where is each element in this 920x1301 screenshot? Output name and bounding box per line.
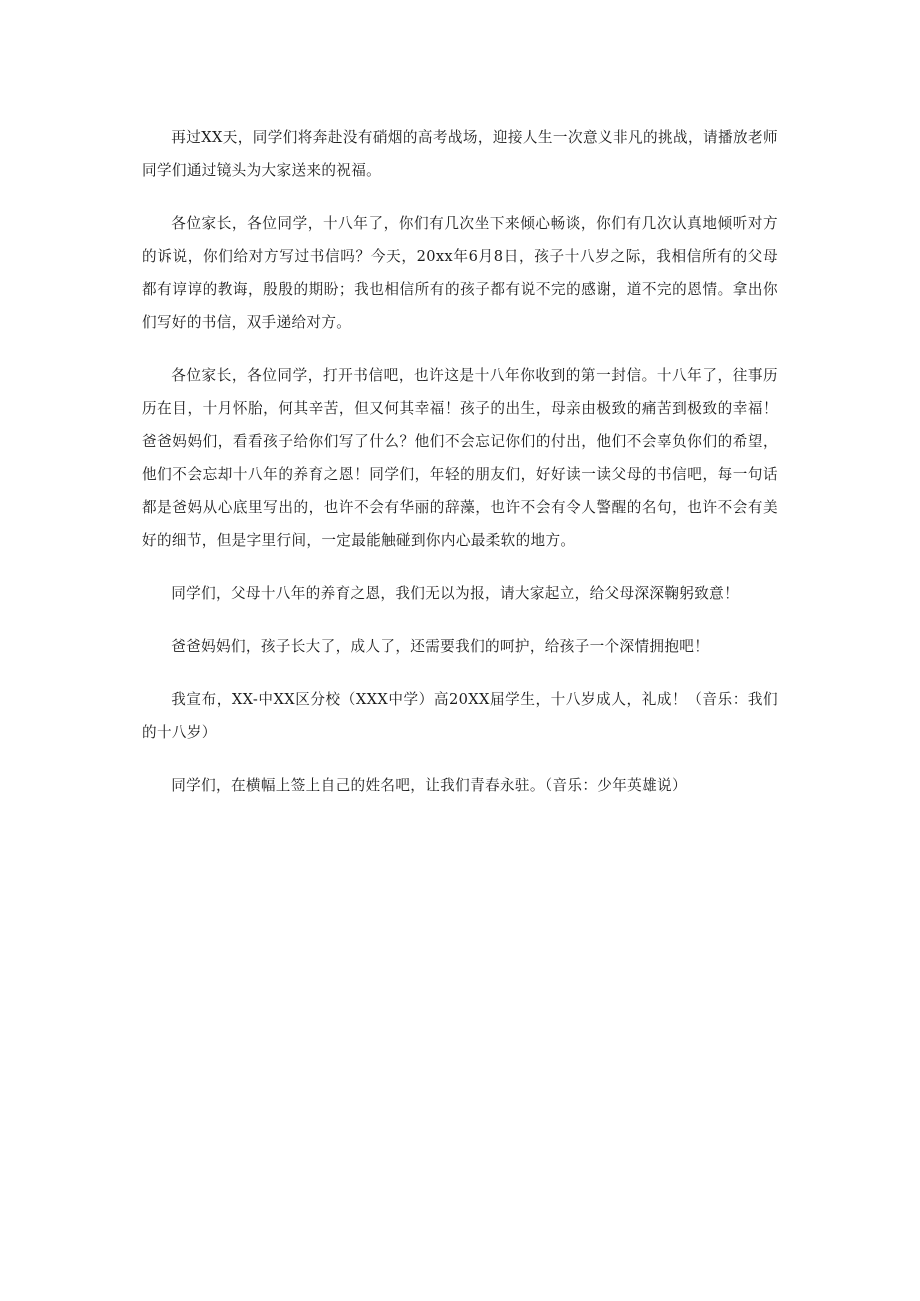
paragraph-5: 爸爸妈妈们，孩子长大了，成人了，还需要我们的呵护，给孩子一个深情拥抱吧！ [171, 638, 710, 655]
paragraph-2: 各位家长，各位同学，十八年了，你们有几次坐下来倾心畅谈，你们有几次认真地倾听对方的诉说，你们给对方写过书信吗？今天，20xx年6月8日，孩子十八岁之际，我相信所有的父母都有谆谆的教诲，殷殷的期盼；我也相信所有的孩子都有说不完的感谢，道不完的恩情。拿出你们写好的书信，双手递给对方。 [142, 215, 778, 331]
paragraph-1: 再过XX天，同学们将奔赴没有硝烟的高考战场，迎接人生一次意义非凡的挑战，请播放老师同学们通过镜头为大家送来的祝福。 [142, 129, 778, 179]
paragraph-6: 我宣布，XX-中XX区分校（XXX中学）高20XX届学生，十八岁成人，礼成！（音乐：我们的十八岁） [142, 691, 778, 741]
paragraph-4: 同学们，父母十八年的养育之恩，我们无以为报，请大家起立，给父母深深鞠躬致意！ [171, 585, 740, 602]
document-body [142, 121, 778, 822]
paragraph-3: 各位家长，各位同学，打开书信吧，也许这是十八年你收到的第一封信。十八年了，往事历历在目，十月怀胎，何其辛苦，但又何其幸福！孩子的出生，母亲由极致的痛苦到极致的幸福！爸爸妈妈们，看看孩子给你们写了什么？他们不会忘记你们的付出，他们不会辜负你们的希望，他们不会忘却十八年的养育之恩！同学们，年轻的朋友们，好好读一读父母的书信吧，每一句话都是爸妈从心底里写出的，也许不会有华丽的辞藻，也许不会有令人警醒的名句，也许不会有美好的细节，但是字里行间，一定最能触碰到你内心最柔软的地方。 [142, 367, 778, 549]
paragraph-7: 同学们，在横幅上签上自己的姓名吧，让我们青春永驻。（音乐：少年英雄说） [171, 777, 687, 794]
